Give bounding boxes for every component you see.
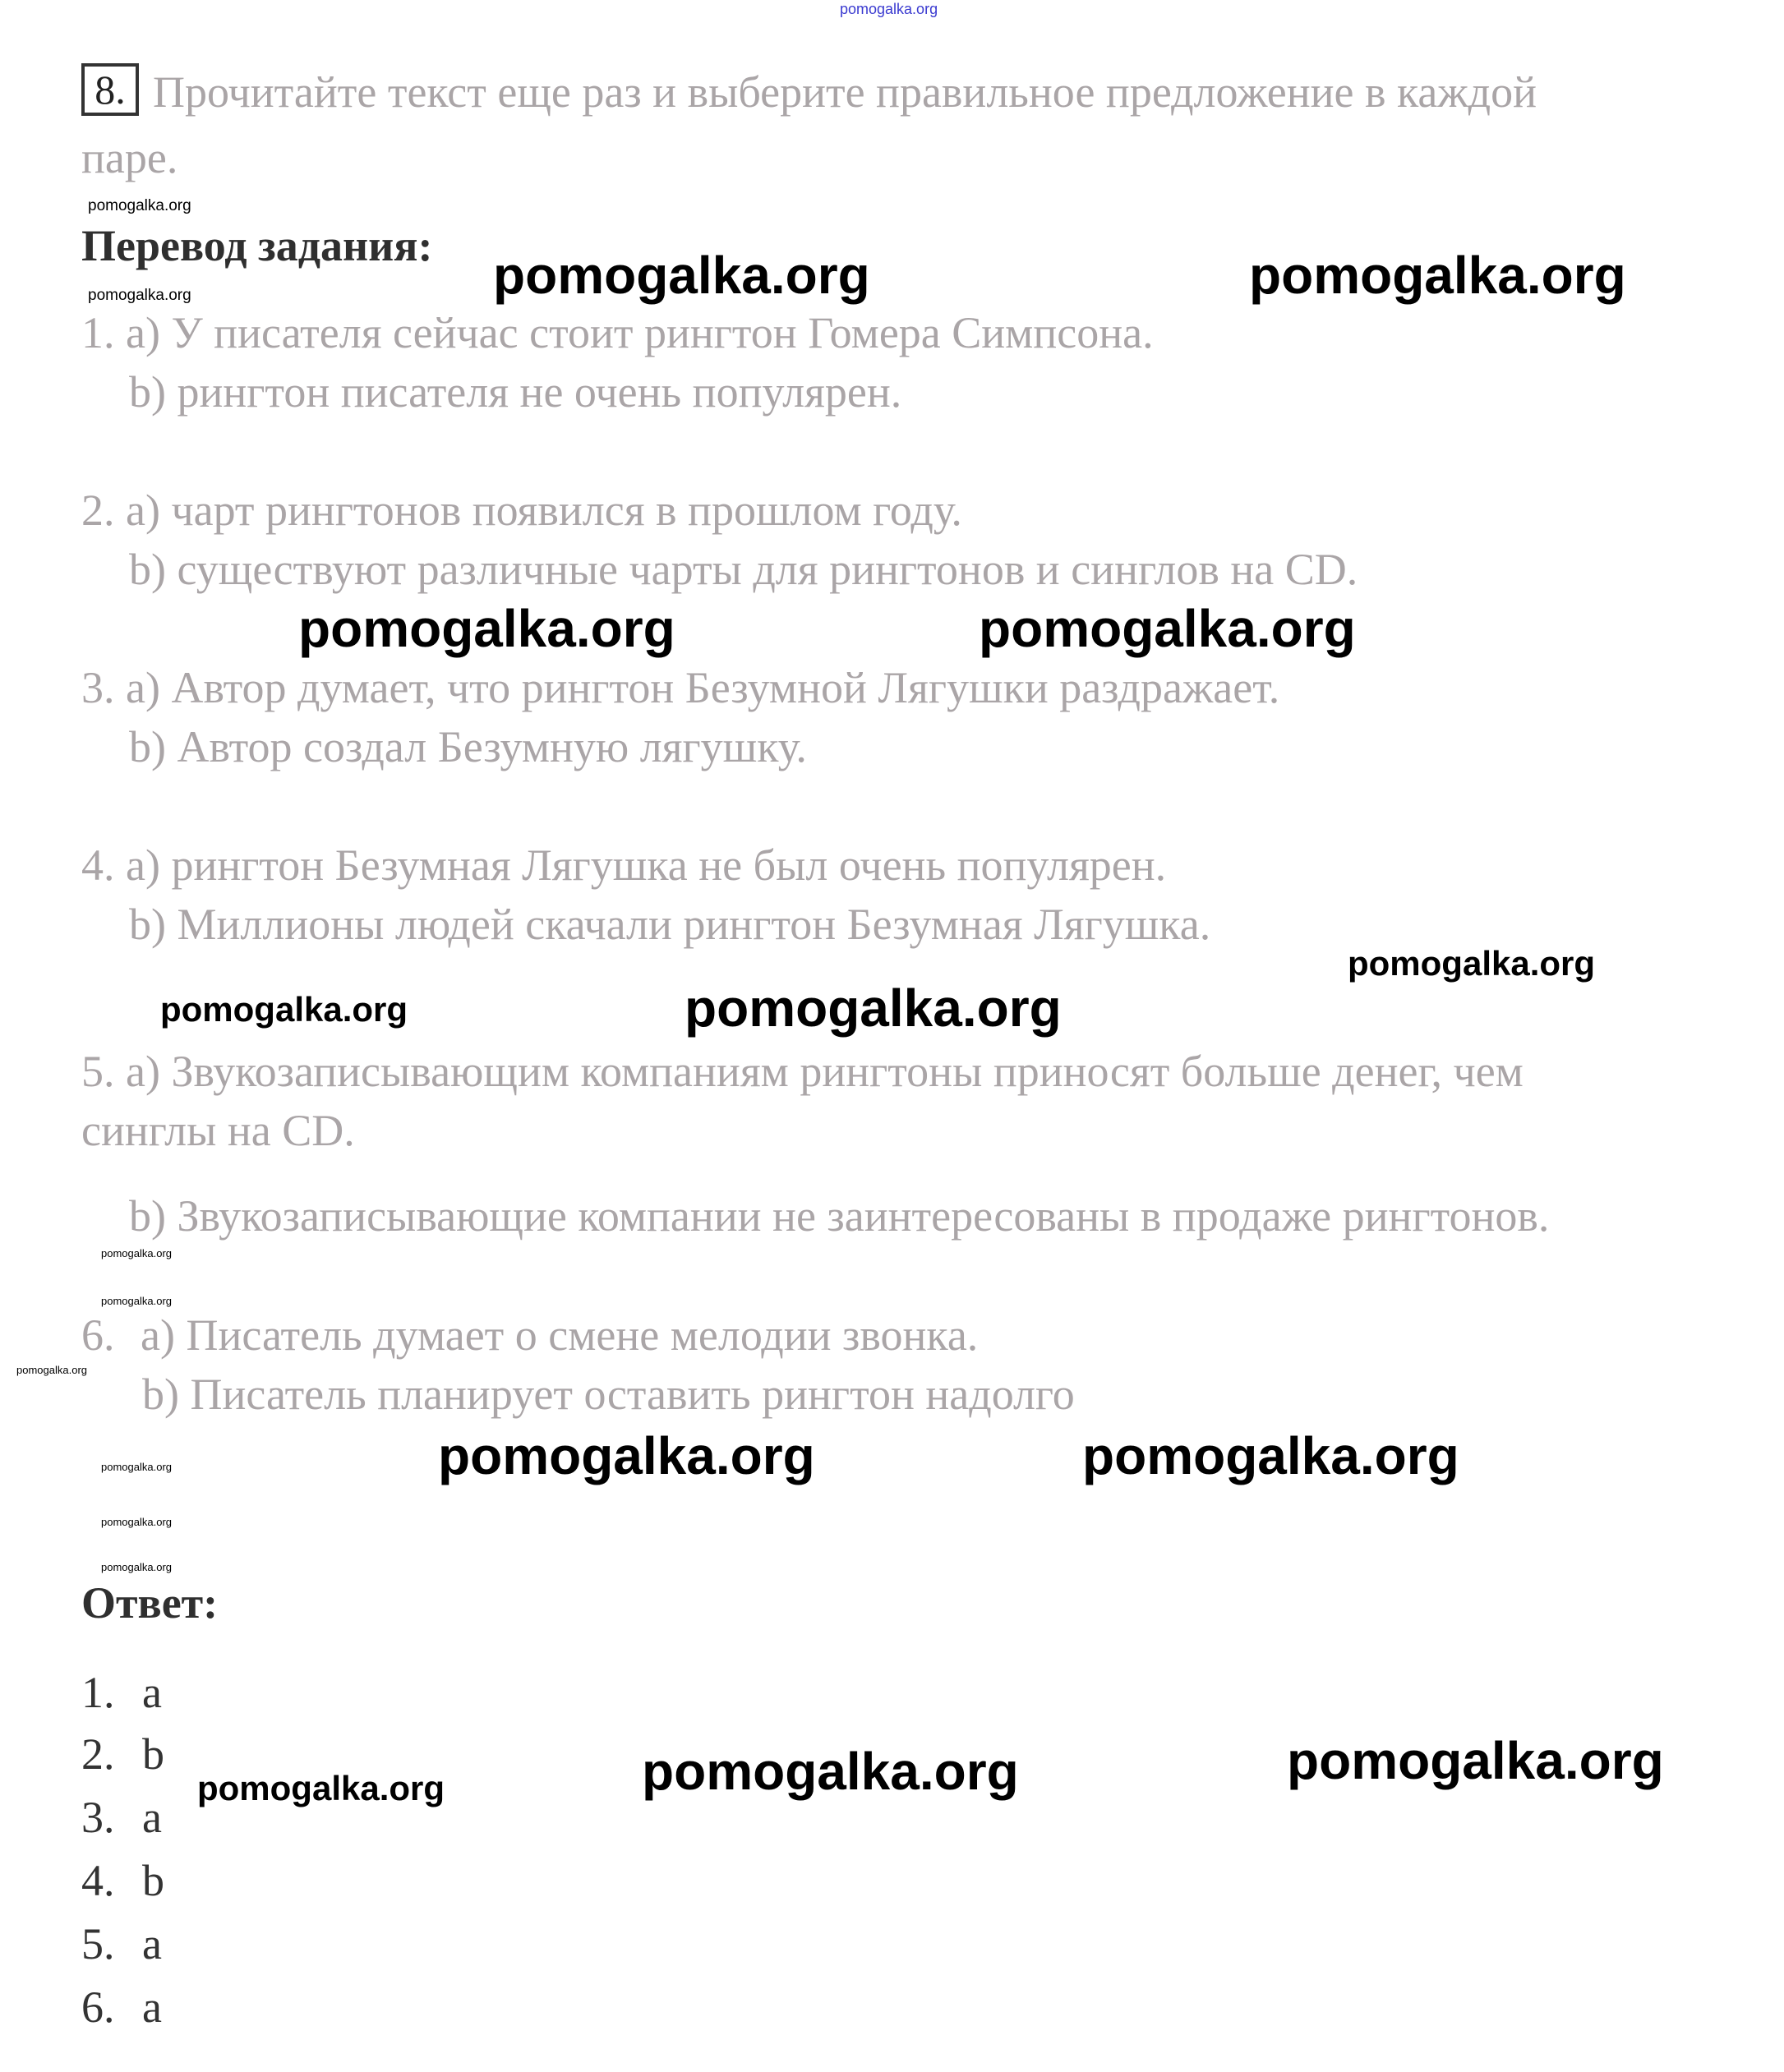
answer-heading: Ответ: bbox=[81, 1578, 219, 1628]
watermark: pomogalka.org bbox=[840, 1, 938, 17]
task-number-box: 8. bbox=[81, 63, 139, 116]
answer-letter: b bbox=[142, 1729, 164, 1779]
watermark: pomogalka.org bbox=[493, 246, 870, 305]
watermark: pomogalka.org bbox=[101, 1461, 172, 1473]
item-3a: 3. a) Автор думает, что рингтон Безумной Лягушки раздражает. bbox=[81, 663, 1280, 712]
item-6b: b) Писатель планирует оставить рингтон надолго bbox=[142, 1370, 1075, 1419]
watermark: pomogalka.org bbox=[1348, 944, 1596, 983]
answer-num: 6. bbox=[81, 1982, 115, 2032]
watermark: pomogalka.org bbox=[101, 1247, 172, 1259]
watermark: pomogalka.org bbox=[1082, 1426, 1459, 1485]
item-2a: 2. a) чарт рингтонов появился в прошлом году. bbox=[81, 486, 962, 535]
watermark: pomogalka.org bbox=[160, 990, 408, 1029]
watermark: pomogalka.org bbox=[979, 599, 1356, 658]
watermark: pomogalka.org bbox=[642, 1742, 1019, 1801]
item-1a: 1. a) У писателя сейчас стоит рингтон Гомера Симпсона. bbox=[81, 308, 1154, 357]
answer-letter: b bbox=[142, 1856, 164, 1905]
answer-num: 5. bbox=[81, 1919, 115, 1968]
answer-item bbox=[81, 1668, 162, 1717]
answer-letter: a bbox=[142, 1982, 162, 2032]
answer-num: 2. bbox=[81, 1729, 115, 1779]
item-6-num: 6. bbox=[81, 1310, 115, 1360]
watermark: pomogalka.org bbox=[685, 978, 1062, 1038]
item-4a: 4. a) рингтон Безумная Лягушка не был очень популярен. bbox=[81, 840, 1167, 890]
answer-num: 1. bbox=[81, 1668, 115, 1717]
answer-item bbox=[81, 1793, 162, 1842]
watermark: pomogalka.org bbox=[298, 599, 675, 658]
watermark: pomogalka.org bbox=[1287, 1731, 1664, 1790]
item-6a: a) Писатель думает о смене мелодии звонка. bbox=[141, 1310, 979, 1360]
answer-letter: a bbox=[142, 1793, 162, 1842]
item-3b: b) Автор создал Безумную лягушку. bbox=[129, 722, 807, 771]
answer-num: 4. bbox=[81, 1856, 115, 1905]
task-instruction: Прочитайте текст еще раз и выберите правильное предложение в каждой bbox=[153, 67, 1537, 117]
watermark: pomogalka.org bbox=[1249, 246, 1626, 305]
item-5a-cont: синглы на CD. bbox=[81, 1106, 355, 1155]
translation-heading: Перевод задания: bbox=[81, 221, 433, 270]
item-4b: b) Миллионы людей скачали рингтон Безумная Лягушка. bbox=[129, 900, 1211, 949]
answer-item bbox=[81, 1856, 164, 1905]
watermark: pomogalka.org bbox=[88, 287, 191, 304]
task-instruction-cont: паре. bbox=[81, 133, 178, 182]
item-5a: 5. a) Звукозаписывающим компаниям рингтоны приносят больше денег, чем bbox=[81, 1047, 1524, 1096]
watermark: pomogalka.org bbox=[197, 1769, 445, 1807]
answer-item bbox=[81, 1919, 162, 1968]
item-1b: b) рингтон писателя не очень популярен. bbox=[129, 367, 902, 417]
answer-letter: a bbox=[142, 1919, 162, 1968]
answer-num: 3. bbox=[81, 1793, 115, 1842]
answer-letter: a bbox=[142, 1668, 162, 1717]
watermark: pomogalka.org bbox=[438, 1426, 815, 1485]
watermark: pomogalka.org bbox=[88, 197, 191, 214]
item-2b: b) существуют различные чарты для рингтонов и синглов на CD. bbox=[129, 545, 1358, 594]
watermark: pomogalka.org bbox=[101, 1516, 172, 1528]
answer-item bbox=[81, 1982, 162, 2032]
item-5b: b) Звукозаписывающие компании не заинтересованы в продаже рингтонов. bbox=[129, 1191, 1550, 1241]
answer-item bbox=[81, 1729, 164, 1779]
watermark: pomogalka.org bbox=[16, 1364, 87, 1376]
watermark: pomogalka.org bbox=[101, 1295, 172, 1307]
watermark: pomogalka.org bbox=[101, 1561, 172, 1573]
